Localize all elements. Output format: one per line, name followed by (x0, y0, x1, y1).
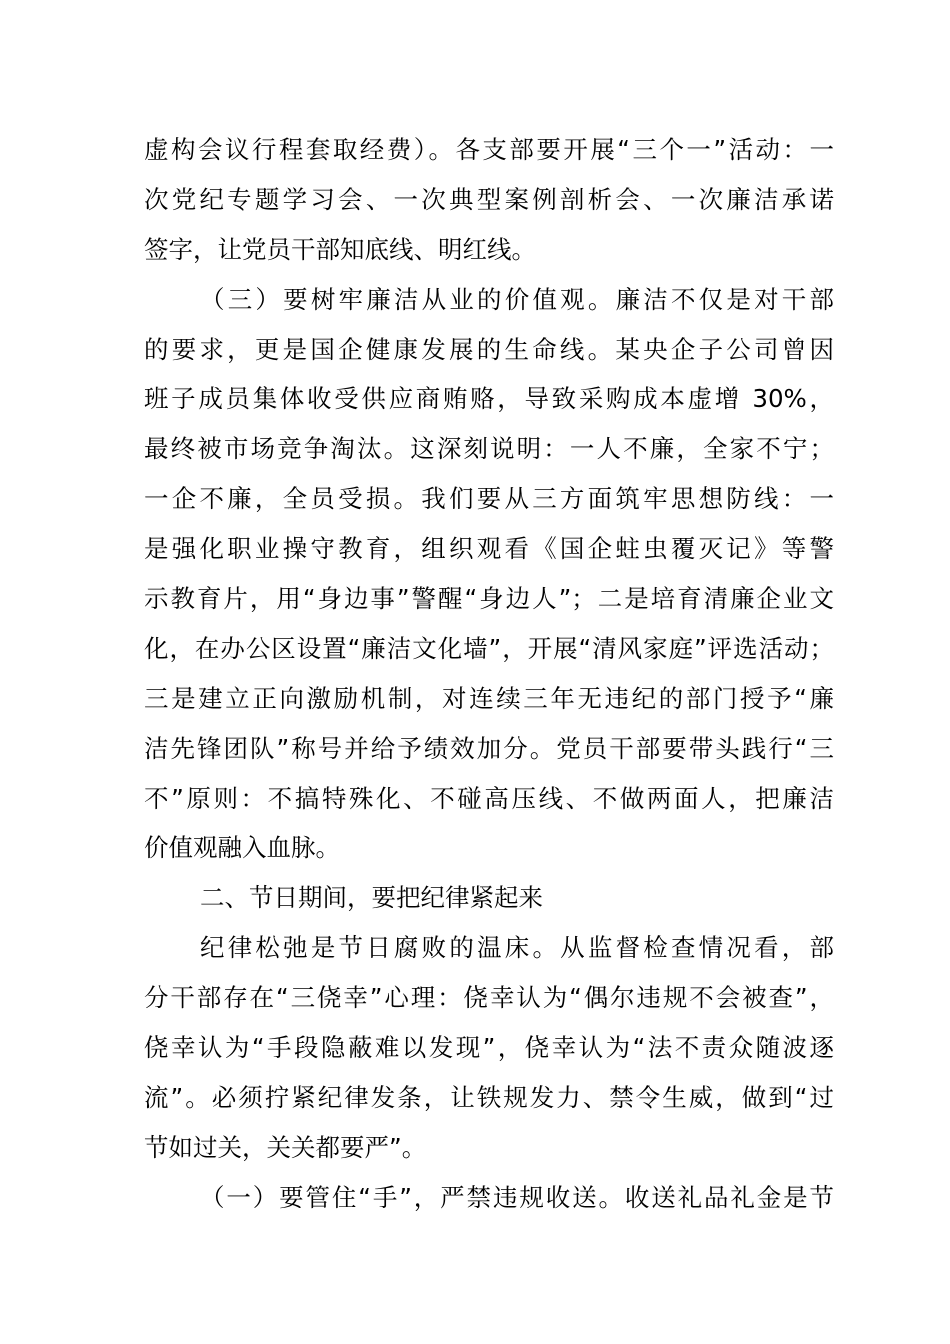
text-line: 班子成员集体收受供应商贿赂，导致采购成本虚增 30%， (144, 384, 834, 414)
text-line: 侥幸认为“手段隐蔽难以发现”，侥幸认为“法不责众随波逐 (144, 1033, 834, 1063)
section-heading: 二、节日期间，要把纪律紧起来 (200, 883, 543, 913)
text-line: 流”。必须拧紧纪律发条，让铁规发力、禁令生威，做到“过 (144, 1082, 834, 1112)
text-line: 纪律松弛是节日腐败的温床。从监督检查情况看，部 (200, 933, 834, 963)
text-line: 化，在办公区设置“廉洁文化墙”，开展“清风家庭”评选活动； (144, 633, 834, 663)
section-heading-line: （三）要树牢廉洁从业的价值观。廉洁不仅是对干部 (200, 284, 834, 314)
text-line: 签字，让党员干部知底线、明红线。 (144, 234, 536, 264)
text-line: 是强化职业操守教育，组织观看《国企蛀虫覆灭记》等警 (144, 534, 834, 564)
body-text (144, 125, 834, 1223)
text-line: 最终被市场竞争淘汰。这深刻说明：一人不廉，全家不宁； (144, 434, 834, 464)
text-line: 一企不廉，全员受损。我们要从三方面筑牢思想防线：一 (144, 484, 834, 514)
section-heading-line: （一）要管住“手”，严禁违规收送。收送礼品礼金是节 (200, 1182, 834, 1212)
text-line: 的要求，更是国企健康发展的生命线。某央企子公司曾因 (144, 334, 834, 364)
text-line: 节如过关，关关都要严”。 (144, 1132, 427, 1162)
text-line: 价值观融入血脉。 (144, 833, 340, 863)
text-line: 分干部存在“三侥幸”心理：侥幸认为“偶尔违规不会被查”， (144, 983, 834, 1013)
text-line: 次党纪专题学习会、一次典型案例剖析会、一次廉洁承诺 (144, 184, 834, 214)
text-line: 不”原则：不搞特殊化、不碰高压线、不做两面人，把廉洁 (144, 783, 834, 813)
text-line: 三是建立正向激励机制，对连续三年无违纪的部门授予“廉 (144, 683, 834, 713)
text-line: 虚构会议行程套取经费）。各支部要开展“三个一”活动：一 (144, 135, 834, 164)
text-line: 示教育片，用“身边事”警醒“身边人”；二是培育清廉企业文 (144, 584, 834, 614)
text-line: 洁先锋团队”称号并给予绩效加分。党员干部要带头践行“三 (144, 733, 834, 763)
